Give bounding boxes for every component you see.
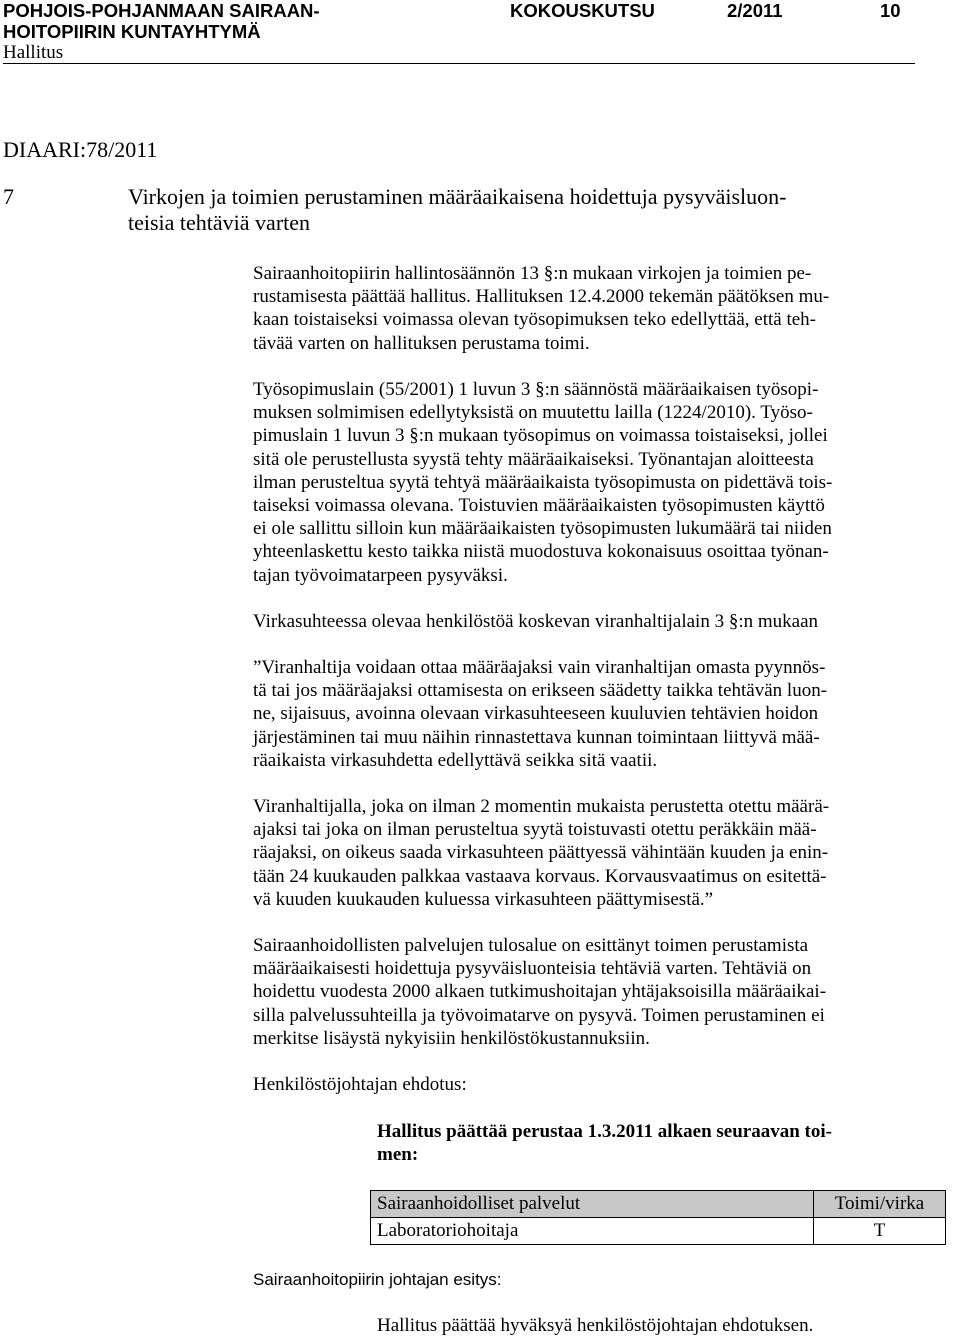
organization-line-1: POHJOIS-POHJANMAAN SAIRAAN- xyxy=(3,0,320,21)
organization-line-2: HOITOPIIRIN KUNTAYHTYMÄ xyxy=(3,21,261,42)
table-header-row xyxy=(371,1191,946,1218)
paragraph-1 xyxy=(253,262,958,355)
paragraph-3 xyxy=(253,610,958,633)
section-title-line: teisia tehtäviä varten xyxy=(128,210,311,235)
section-title-line: Virkojen ja toimien perustaminen määräaikaisena hoidettuja pysyväisluon- xyxy=(128,184,787,209)
text-line: tajan työvoimatarpeen pysyväksi. xyxy=(253,564,508,586)
quote-paragraph-2 xyxy=(253,795,958,911)
text-line: ilman perusteltua syytä tehtyä määräaikaista työsopimusta on pidettävä tois- xyxy=(253,471,833,493)
diaari-number: DIAARI:78/2011 xyxy=(3,137,158,162)
table-header-cell: Toimi/virka xyxy=(814,1191,946,1218)
text-line: tävää varten on hallituksen perustama toimi. xyxy=(253,332,590,354)
text-line: ”Viranhaltija voidaan ottaa määräajaksi vain viranhaltijan omasta pyynnös- xyxy=(253,657,826,678)
text-line: vä kuuden kuukauden kuluessa virkasuhteen päättymisestä.” xyxy=(253,888,714,910)
text-line: hoidettu vuodesta 2000 alkaen tutkimushoitajan yhtäjaksoisilla määräaikai- xyxy=(253,981,827,1003)
paragraph-2 xyxy=(253,378,958,587)
decision-text xyxy=(377,1120,832,1166)
text-line: ne, sijaisuus, avoinna olevaan virkasuhteeseen kuuluvien tehtävien hoidon xyxy=(253,703,819,725)
text-line: määräaikaisesti hoidettuja pysyväisluonteisia tehtäviä varten. Tehtäviä on xyxy=(253,958,812,980)
director-label: Sairaanhoitopiirin johtajan esitys: xyxy=(253,1270,502,1289)
text-line: Sairaanhoidollisten palvelujen tulosalue on esittänyt toimen perustamista xyxy=(253,935,809,956)
decision-line: Hallitus päättää perustaa 1.3.2011 alkaen seuraavan toi- xyxy=(377,1121,832,1142)
header-rule xyxy=(3,63,915,64)
text-line: rustamisesta päättää hallitus. Hallituksen 12.4.2000 tekemän päätöksen mu- xyxy=(253,286,830,308)
text-line: Työsopimuslain (55/2001) 1 luvun 3 §:n säännöstä määräaikaisen työsopi- xyxy=(253,379,819,400)
text-line: sitä ole perustellusta syystä tehty määräaikaiseksi. Työnantajan aloitteesta xyxy=(253,448,814,470)
body-name: Hallitus xyxy=(3,42,64,63)
page-number: 10 xyxy=(880,0,901,21)
text-line: järjestäminen tai muu näihin rinnastettava kunnan toimintaan liittyvä mää- xyxy=(253,726,820,748)
text-line: kaan toistaiseksi voimassa olevan työsopimuksen teko edellyttää, että teh- xyxy=(253,309,816,331)
text-line: muksen solmimisen edellytyksistä on muutettu lailla (1224/2010). Työso- xyxy=(253,402,813,424)
section-title xyxy=(128,184,787,236)
organization-name xyxy=(3,0,320,42)
text-line: Viranhaltijalla, joka on ilman 2 momentin mukaista perustetta otettu määrä- xyxy=(253,796,830,817)
proposal-label: Henkilöstöjohtajan ehdotus: xyxy=(253,1074,467,1095)
table-row xyxy=(371,1218,946,1245)
position-table xyxy=(370,1190,946,1245)
text-line: räaikaista virkasuhdetta edellyttävä seikka sitä vaatii. xyxy=(253,749,658,771)
text-line: pimuslain 1 luvun 3 §:n mukaan työsopimus on voimassa toistaiseksi, jollei xyxy=(253,425,828,447)
text-line: silla palvelussuhteilla ja työvoimatarve on pysyvä. Toimen perustaminen ei xyxy=(253,1004,825,1026)
text-line: tään 24 kuukauden palkkaa vastaava korvaus. Korvausvaatimus on esitettä- xyxy=(253,865,827,887)
text-line: taiseksi voimassa olevana. Toistuvien määräaikaisten työsopimusten käyttö xyxy=(253,495,825,517)
decision-line: men: xyxy=(377,1144,419,1166)
document-type: KOKOUSKUTSU xyxy=(510,0,655,21)
text-line: yhteenlaskettu kesto taikka niistä muodostuva kokonaisuus osoittaa työnan- xyxy=(253,541,829,563)
text-line: räajaksi, on oikeus saada virkasuhteen päättyessä vähintään kuuden ja enin- xyxy=(253,842,829,864)
issue-number: 2/2011 xyxy=(727,0,783,21)
paragraph-6 xyxy=(253,934,958,1050)
text-line: ajaksi tai joka on ilman perusteltua syytä toistuvasti otettu peräkkäin mää- xyxy=(253,819,817,841)
text-line: ei ole sallittu silloin kun määräaikaisten työsopimusten lukumäärä tai niiden xyxy=(253,518,832,540)
final-decision: Hallitus päättää hyväksyä henkilöstöjohtajan ehdotuksen. xyxy=(377,1315,814,1336)
table-cell: T xyxy=(814,1218,946,1245)
quote-paragraph-1 xyxy=(253,656,958,772)
text-line: Sairaanhoitopiirin hallintosäännön 13 §:n mukaan virkojen ja toimien pe- xyxy=(253,263,812,284)
text-line: tä tai jos määräajaksi ottamisesta on erikseen säädetty taikka tehtävän luon- xyxy=(253,680,828,702)
table-header-cell: Sairaanhoidolliset palvelut xyxy=(371,1191,814,1218)
text-line: Virkasuhteessa olevaa henkilöstöä koskevan viranhaltijalain 3 §:n mukaan xyxy=(253,611,818,632)
text-line: merkitse lisäystä nykyisiin henkilöstökustannuksiin. xyxy=(253,1027,650,1049)
section-number: 7 xyxy=(3,184,14,209)
table-cell: Laboratoriohoitaja xyxy=(371,1218,814,1245)
